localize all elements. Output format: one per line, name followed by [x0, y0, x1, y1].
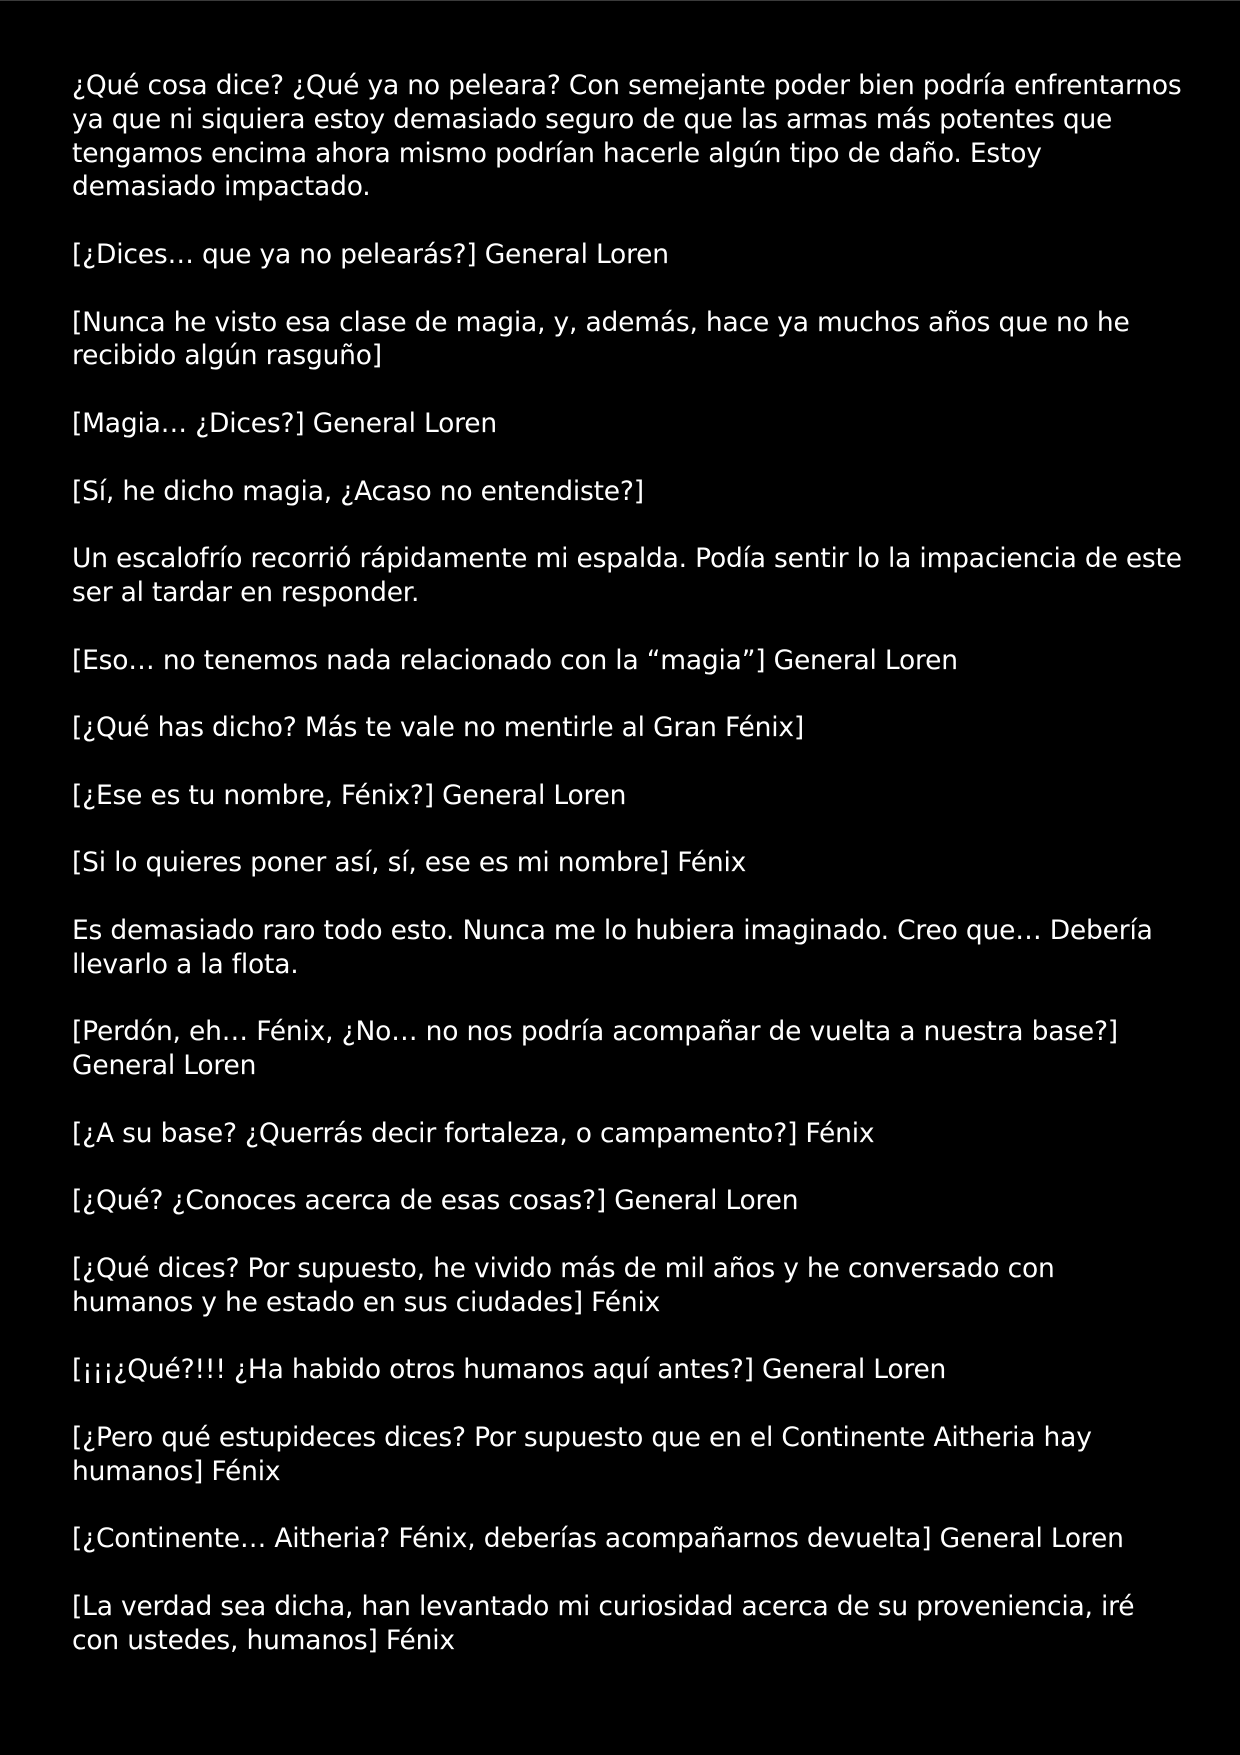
dialogue-line-11: [¿Qué? ¿Conoces acerca de esas cosas?] General Loren: [72, 1185, 799, 1217]
dialogue-line-6: [¿Qué has dicho? Más te vale no mentirle al Gran Fénix]: [72, 712, 805, 744]
document-body: [72, 69, 1182, 1691]
dialogue-line-16: [La verdad sea dicha, han levantado mi curiosidad acerca de su proveniencia, iré con ustedes, humanos] Fénix: [72, 1590, 1135, 1656]
dialogue-line-12: [¿Qué dices? Por supuesto, he vivido más de mil años y he conversado con humanos y he estado en sus ciudades] Fénix: [72, 1252, 1055, 1318]
dialogue-line-15: [¿Continente… Aitheria? Fénix, deberías acompañarnos devuelta] General Loren: [72, 1523, 1124, 1555]
dialogue-line-3: [Magia… ¿Dices?] General Loren: [72, 407, 497, 439]
paragraph-narration-2: Un escalofrío recorrió rápidamente mi espalda. Podía sentir lo la impaciencia de este ser al tardar en responder.: [72, 543, 1182, 608]
dialogue-line-1: [¿Dices… que ya no pelearás?] General Loren: [72, 238, 669, 270]
paragraph-narration-1: ¿Qué cosa dice? ¿Qué ya no peleara? Con semejante poder bien podría enfrentarnos ya que ni siquiera estoy demasiado seguro de que las armas más potentes que tengamos encima ahora mismo podrían hacerle algún tipo de daño. Estoy demasiado impactado.: [72, 70, 1182, 203]
dialogue-line-10: [¿A su base? ¿Querrás decir fortaleza, o campamento?] Fénix: [72, 1117, 875, 1149]
dialogue-line-14: [¿Pero qué estupideces dices? Por supuesto que en el Continente Aitheria hay humanos] Fénix: [72, 1421, 1092, 1487]
dialogue-line-8: [Si lo quieres poner así, sí, ese es mi nombre] Fénix: [72, 847, 747, 879]
dialogue-line-4: [Sí, he dicho magia, ¿Acaso no entendiste?]: [72, 475, 644, 507]
dialogue-line-9: [Perdón, eh… Fénix, ¿No… no nos podría acompañar de vuelta a nuestra base?] General Loren: [72, 1016, 1118, 1082]
paragraph-narration-3: Es demasiado raro todo esto. Nunca me lo hubiera imaginado. Creo que… Debería llevarlo a la flota.: [72, 914, 1153, 980]
dialogue-line-2: [Nunca he visto esa clase de magia, y, además, hace ya muchos años que no he recibido algún rasguño]: [72, 306, 1130, 372]
dialogue-line-13: [¡¡¡¿Qué?!!! ¿Ha habido otros humanos aquí antes?] General Loren: [72, 1354, 947, 1386]
dialogue-line-7: [¿Ese es tu nombre, Fénix?] General Loren: [72, 779, 627, 811]
dialogue-line-5: [Eso… no tenemos nada relacionado con la “magia”] General Loren: [72, 644, 958, 676]
